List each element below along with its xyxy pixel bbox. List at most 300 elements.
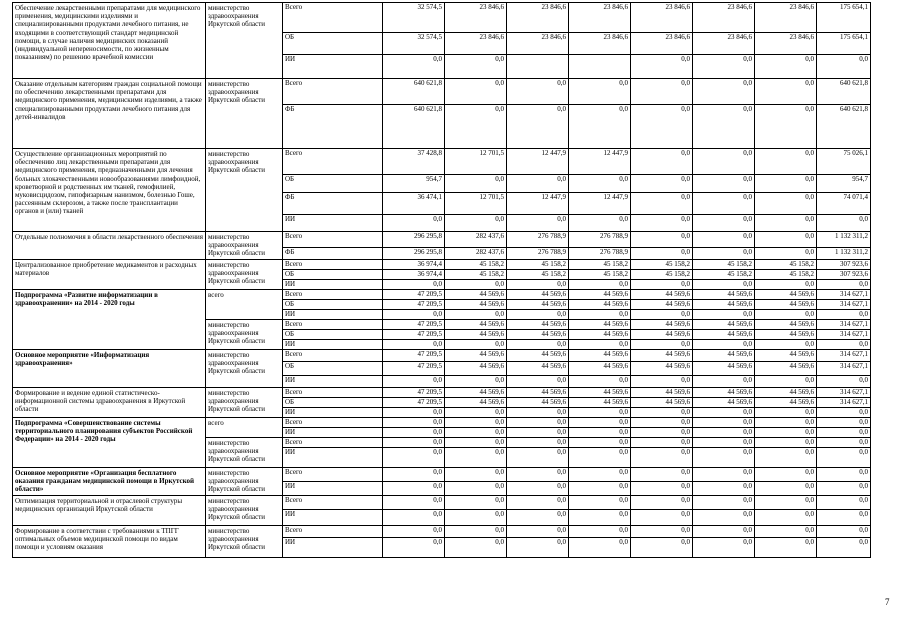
year-value: 44 569,6: [445, 330, 507, 340]
funding-source: ОБ: [283, 175, 383, 193]
year-value: 44 569,6: [755, 362, 817, 376]
year-value: 0,0: [755, 232, 817, 248]
responsible-executor: министерство здравоохранения Иркутской области: [206, 79, 283, 149]
year-value: 0,0: [383, 482, 445, 496]
year-value: 12 447,9: [569, 149, 631, 175]
year-value: 0,0: [445, 175, 507, 193]
year-value: 0,0: [631, 448, 693, 468]
funding-source: Всего: [283, 260, 383, 270]
year-value: 0,0: [631, 55, 693, 79]
year-value: 0,0: [755, 428, 817, 438]
total-value: 314 627,1: [817, 388, 871, 398]
year-value: 23 846,6: [693, 3, 755, 33]
year-value: 0,0: [569, 105, 631, 149]
year-value: 0,0: [693, 510, 755, 526]
total-value: 314 627,1: [817, 320, 871, 330]
funding-source: ОБ: [283, 300, 383, 310]
year-value: 0,0: [507, 105, 569, 149]
year-value: 0,0: [693, 79, 755, 105]
year-value: 44 569,6: [507, 300, 569, 310]
year-value: 0,0: [445, 496, 507, 510]
year-value: 0,0: [569, 175, 631, 193]
responsible-executor: министерство здравоохранения Иркутской области: [206, 232, 283, 260]
year-value: 23 846,6: [507, 3, 569, 33]
year-value: 0,0: [383, 438, 445, 448]
year-value: 0,0: [631, 79, 693, 105]
year-value: 0,0: [383, 526, 445, 538]
year-value: 0,0: [755, 248, 817, 260]
year-value: 44 569,6: [755, 388, 817, 398]
total-value: 0,0: [817, 526, 871, 538]
year-value: 0,0: [631, 340, 693, 350]
year-value: 44 569,6: [445, 320, 507, 330]
year-value: 0,0: [755, 376, 817, 388]
total-value: 314 627,1: [817, 290, 871, 300]
total-value: 0,0: [817, 428, 871, 438]
year-value: 44 569,6: [569, 362, 631, 376]
year-value: 0,0: [507, 526, 569, 538]
year-value: [507, 55, 569, 79]
year-value: 0,0: [631, 438, 693, 448]
year-value: 0,0: [631, 248, 693, 260]
funding-source: Всего: [283, 350, 383, 362]
measure-name: Оказание отдельным категориям граждан социальной помощи по обеспечению лекарственными препаратами для медицинского применения, медицинскими изделиями, а также специализированными продуктами лечебного питания для детей-инвалидов: [13, 79, 206, 149]
year-value: 44 569,6: [445, 398, 507, 408]
year-value: 0,0: [693, 418, 755, 428]
total-value: 0,0: [817, 496, 871, 510]
year-value: 44 569,6: [569, 290, 631, 300]
table-row: [13, 260, 871, 270]
total-value: 175 654,1: [817, 3, 871, 33]
year-value: 36 974,4: [383, 260, 445, 270]
year-value: 0,0: [507, 448, 569, 468]
year-value: 44 569,6: [569, 330, 631, 340]
measure-name: Подпрограмма «Развитие информатизации в здравоохранении» на 2014 - 2020 годы: [13, 290, 206, 350]
year-value: 282 437,6: [445, 248, 507, 260]
year-value: 44 569,6: [631, 388, 693, 398]
funding-source: ИИ: [283, 482, 383, 496]
year-value: 47 209,5: [383, 398, 445, 408]
funding-source: Всего: [283, 232, 383, 248]
funding-table: [12, 2, 871, 558]
total-value: 640 621,8: [817, 79, 871, 105]
total-value: 0,0: [817, 482, 871, 496]
funding-source: Всего: [283, 418, 383, 428]
year-value: 23 846,6: [693, 33, 755, 55]
year-value: 12 701,5: [445, 149, 507, 175]
year-value: 276 788,9: [569, 248, 631, 260]
year-value: 296 295,8: [383, 232, 445, 248]
responsible-executor: министерство здравоохранения Иркутской области: [206, 496, 283, 526]
year-value: 44 569,6: [631, 350, 693, 362]
funding-source: ИИ: [283, 280, 383, 290]
year-value: 0,0: [693, 438, 755, 448]
year-value: 0,0: [755, 215, 817, 232]
year-value: 23 846,6: [631, 33, 693, 55]
responsible-executor: министерство здравоохранения Иркутской области: [206, 3, 283, 79]
total-value: 0,0: [817, 376, 871, 388]
year-value: 0,0: [693, 248, 755, 260]
year-value: 0,0: [507, 175, 569, 193]
year-value: 0,0: [507, 438, 569, 448]
year-value: 44 569,6: [631, 398, 693, 408]
year-value: 0,0: [693, 149, 755, 175]
year-value: 0,0: [445, 510, 507, 526]
year-value: 44 569,6: [569, 300, 631, 310]
year-value: 0,0: [631, 408, 693, 418]
year-value: 23 846,6: [755, 33, 817, 55]
funding-source: ОБ: [283, 398, 383, 408]
year-value: 0,0: [383, 408, 445, 418]
responsible-executor: всего: [206, 418, 283, 438]
year-value: 44 569,6: [693, 290, 755, 300]
funding-source: ИИ: [283, 428, 383, 438]
responsible-executor: министерство здравоохранения Иркутской области: [206, 320, 283, 350]
year-value: 954,7: [383, 175, 445, 193]
year-value: 45 158,2: [631, 270, 693, 280]
year-value: 12 701,5: [445, 193, 507, 215]
table-row: [13, 418, 871, 428]
year-value: 0,0: [569, 496, 631, 510]
year-value: 44 569,6: [631, 362, 693, 376]
year-value: 0,0: [445, 448, 507, 468]
year-value: 44 569,6: [631, 320, 693, 330]
total-value: 314 627,1: [817, 350, 871, 362]
year-value: 0,0: [383, 418, 445, 428]
year-value: 47 209,5: [383, 362, 445, 376]
year-value: 0,0: [631, 376, 693, 388]
year-value: 0,0: [693, 310, 755, 320]
year-value: 0,0: [569, 510, 631, 526]
year-value: 0,0: [445, 340, 507, 350]
measure-name: Основное мероприятие «Организация бесплатного оказания гражданам медицинской помощи в Иркутской области»: [13, 468, 206, 496]
total-value: 314 627,1: [817, 398, 871, 408]
year-value: 0,0: [755, 468, 817, 482]
year-value: 0,0: [507, 215, 569, 232]
budget-table-sheet: [12, 2, 870, 597]
year-value: 0,0: [445, 408, 507, 418]
funding-source: ОБ: [283, 330, 383, 340]
total-value: 0,0: [817, 310, 871, 320]
funding-source: Всего: [283, 388, 383, 398]
responsible-executor: министерство здравоохранения Иркутской области: [206, 438, 283, 468]
table-row: [13, 290, 871, 300]
total-value: 0,0: [817, 215, 871, 232]
total-value: 0,0: [817, 280, 871, 290]
year-value: 0,0: [445, 105, 507, 149]
funding-source: Всего: [283, 290, 383, 300]
year-value: 0,0: [383, 340, 445, 350]
year-value: 0,0: [445, 55, 507, 79]
year-value: 0,0: [693, 340, 755, 350]
year-value: 44 569,6: [569, 398, 631, 408]
funding-source: ИИ: [283, 510, 383, 526]
table-row: [13, 388, 871, 398]
year-value: 0,0: [631, 232, 693, 248]
table-row: [13, 350, 871, 362]
year-value: 23 846,6: [755, 3, 817, 33]
year-value: 0,0: [507, 79, 569, 105]
year-value: 44 569,6: [507, 362, 569, 376]
year-value: [569, 55, 631, 79]
year-value: 45 158,2: [569, 260, 631, 270]
year-value: 23 846,6: [569, 3, 631, 33]
year-value: 44 569,6: [693, 320, 755, 330]
funding-source: ИИ: [283, 538, 383, 558]
year-value: 640 621,8: [383, 79, 445, 105]
funding-source: Всего: [283, 149, 383, 175]
table-row: [13, 149, 871, 175]
year-value: 45 158,2: [569, 270, 631, 280]
year-value: 0,0: [507, 482, 569, 496]
year-value: 0,0: [755, 510, 817, 526]
year-value: 0,0: [445, 215, 507, 232]
year-value: 47 209,5: [383, 300, 445, 310]
year-value: 0,0: [445, 280, 507, 290]
total-value: 307 923,6: [817, 270, 871, 280]
year-value: 0,0: [383, 428, 445, 438]
year-value: 0,0: [693, 468, 755, 482]
year-value: 0,0: [445, 438, 507, 448]
year-value: 0,0: [755, 79, 817, 105]
year-value: 0,0: [507, 418, 569, 428]
year-value: 0,0: [693, 105, 755, 149]
year-value: 0,0: [693, 526, 755, 538]
year-value: 47 209,5: [383, 320, 445, 330]
total-value: 0,0: [817, 448, 871, 468]
year-value: 44 569,6: [507, 350, 569, 362]
year-value: 32 574,5: [383, 33, 445, 55]
funding-source: Всего: [283, 320, 383, 330]
measure-name: Централизованное приобретение медикаментов и расходных материалов: [13, 260, 206, 290]
year-value: 0,0: [569, 482, 631, 496]
year-value: 36 474,1: [383, 193, 445, 215]
year-value: 12 447,9: [507, 149, 569, 175]
year-value: 0,0: [383, 496, 445, 510]
year-value: 44 569,6: [445, 350, 507, 362]
year-value: 45 158,2: [755, 260, 817, 270]
year-value: 0,0: [383, 510, 445, 526]
year-value: 0,0: [445, 79, 507, 105]
year-value: 0,0: [755, 418, 817, 428]
total-value: 307 923,6: [817, 260, 871, 270]
year-value: 44 569,6: [569, 388, 631, 398]
year-value: 0,0: [569, 340, 631, 350]
responsible-executor: всего: [206, 290, 283, 320]
year-value: 36 974,4: [383, 270, 445, 280]
year-value: 44 569,6: [755, 350, 817, 362]
year-value: 0,0: [693, 232, 755, 248]
funding-source: ФБ: [283, 248, 383, 260]
year-value: 0,0: [569, 215, 631, 232]
year-value: 44 569,6: [755, 300, 817, 310]
year-value: 0,0: [445, 538, 507, 558]
year-value: 0,0: [569, 448, 631, 468]
year-value: 45 158,2: [445, 260, 507, 270]
year-value: 0,0: [693, 215, 755, 232]
year-value: 45 158,2: [755, 270, 817, 280]
year-value: 0,0: [631, 496, 693, 510]
year-value: 44 569,6: [693, 350, 755, 362]
year-value: 47 209,5: [383, 330, 445, 340]
year-value: 44 569,6: [693, 362, 755, 376]
funding-source: ФБ: [283, 105, 383, 149]
year-value: 44 569,6: [445, 290, 507, 300]
year-value: 0,0: [631, 149, 693, 175]
funding-source: Всего: [283, 3, 383, 33]
year-value: 0,0: [507, 468, 569, 482]
year-value: 0,0: [383, 468, 445, 482]
year-value: 0,0: [631, 482, 693, 496]
year-value: 44 569,6: [693, 330, 755, 340]
year-value: 12 447,9: [507, 193, 569, 215]
year-value: 23 846,6: [445, 33, 507, 55]
year-value: 0,0: [631, 526, 693, 538]
year-value: 0,0: [693, 482, 755, 496]
funding-source: ИИ: [283, 55, 383, 79]
funding-source: ИИ: [283, 310, 383, 320]
year-value: 0,0: [755, 448, 817, 468]
responsible-executor: министерство здравоохранения Иркутской области: [206, 260, 283, 290]
year-value: 0,0: [445, 526, 507, 538]
year-value: 0,0: [569, 408, 631, 418]
year-value: 296 295,8: [383, 248, 445, 260]
year-value: 44 569,6: [631, 330, 693, 340]
year-value: 0,0: [383, 310, 445, 320]
year-value: 0,0: [693, 448, 755, 468]
funding-source: ИИ: [283, 408, 383, 418]
year-value: 44 569,6: [755, 290, 817, 300]
year-value: 0,0: [507, 310, 569, 320]
year-value: 0,0: [507, 280, 569, 290]
year-value: 0,0: [445, 418, 507, 428]
year-value: 23 846,6: [631, 3, 693, 33]
year-value: 0,0: [569, 438, 631, 448]
year-value: 45 158,2: [507, 260, 569, 270]
year-value: 23 846,6: [569, 33, 631, 55]
year-value: 44 569,6: [693, 300, 755, 310]
year-value: 0,0: [755, 175, 817, 193]
year-value: 44 569,6: [755, 320, 817, 330]
year-value: 0,0: [631, 215, 693, 232]
year-value: 0,0: [507, 408, 569, 418]
table-row: [13, 232, 871, 248]
year-value: 0,0: [445, 482, 507, 496]
funding-source: ФБ: [283, 193, 383, 215]
year-value: 0,0: [631, 175, 693, 193]
table-row: [13, 468, 871, 482]
year-value: 0,0: [383, 215, 445, 232]
year-value: 32 574,5: [383, 3, 445, 33]
funding-source: ОБ: [283, 33, 383, 55]
year-value: 0,0: [383, 448, 445, 468]
year-value: 0,0: [755, 105, 817, 149]
year-value: 44 569,6: [507, 388, 569, 398]
year-value: 45 158,2: [631, 260, 693, 270]
year-value: 640 621,8: [383, 105, 445, 149]
responsible-executor: министерство здравоохранения Иркутской области: [206, 388, 283, 418]
year-value: 0,0: [507, 428, 569, 438]
funding-source: Всего: [283, 468, 383, 482]
year-value: 44 569,6: [445, 300, 507, 310]
funding-source: ОБ: [283, 362, 383, 376]
year-value: 0,0: [693, 175, 755, 193]
table-row: [13, 3, 871, 33]
year-value: 0,0: [631, 310, 693, 320]
year-value: 44 569,6: [445, 362, 507, 376]
year-value: 44 569,6: [445, 388, 507, 398]
year-value: 0,0: [755, 438, 817, 448]
table-row: [13, 526, 871, 538]
year-value: 0,0: [569, 428, 631, 438]
year-value: 0,0: [383, 280, 445, 290]
year-value: 0,0: [631, 105, 693, 149]
year-value: 44 569,6: [631, 300, 693, 310]
year-value: 12 447,9: [569, 193, 631, 215]
year-value: 0,0: [755, 149, 817, 175]
total-value: 0,0: [817, 418, 871, 428]
year-value: 0,0: [569, 280, 631, 290]
measure-name: Обеспечение лекарственными препаратами для медицинского применения, медицинскими изделиями и специализированными продуктами лечебного питания, не входящими в соответствующий стандарт медицинской помощи, в случае наличия медицинских показаний (индивидуальной непереносимости, по жизненным показаниям) по решению врачебной комиссии: [13, 3, 206, 79]
total-value: 314 627,1: [817, 362, 871, 376]
year-value: 0,0: [755, 340, 817, 350]
year-value: 0,0: [507, 496, 569, 510]
year-value: 0,0: [693, 496, 755, 510]
total-value: 0,0: [817, 538, 871, 558]
year-value: 45 158,2: [693, 260, 755, 270]
total-value: 314 627,1: [817, 300, 871, 310]
page-number: 7: [885, 597, 890, 607]
year-value: 44 569,6: [631, 290, 693, 300]
year-value: 0,0: [383, 376, 445, 388]
year-value: 47 209,5: [383, 290, 445, 300]
year-value: 0,0: [569, 418, 631, 428]
year-value: 0,0: [445, 468, 507, 482]
year-value: 0,0: [693, 193, 755, 215]
year-value: 47 209,5: [383, 388, 445, 398]
year-value: 0,0: [631, 510, 693, 526]
funding-source: Всего: [283, 496, 383, 510]
responsible-executor: министерство здравоохранения Иркутской области: [206, 526, 283, 558]
funding-source: ИИ: [283, 376, 383, 388]
year-value: 0,0: [631, 538, 693, 558]
year-value: 45 158,2: [693, 270, 755, 280]
table-row: [13, 496, 871, 510]
responsible-executor: министерство здравоохранения Иркутской области: [206, 149, 283, 232]
year-value: 44 569,6: [569, 350, 631, 362]
year-value: 0,0: [569, 468, 631, 482]
year-value: 276 788,9: [507, 232, 569, 248]
year-value: 0,0: [383, 538, 445, 558]
year-value: 0,0: [569, 538, 631, 558]
year-value: 0,0: [631, 280, 693, 290]
measure-name: Осуществление организационных мероприятий по обеспечению лиц лекарственными препаратами для медицинского применения, предназначенными для лечения больных злокачественными новообразованиями лимфоидной, кроветворной и родственных им тканей, гемофилией, муковисцидозом, гипофизарным нанизмом, болезнью Гоше, рассеянным склерозом, а также после трансплантации органов и (или) тканей: [13, 149, 206, 232]
year-value: 23 846,6: [507, 33, 569, 55]
year-value: 0,0: [693, 408, 755, 418]
year-value: 0,0: [755, 408, 817, 418]
year-value: 0,0: [693, 428, 755, 438]
year-value: 44 569,6: [693, 398, 755, 408]
funding-source: Всего: [283, 526, 383, 538]
year-value: 37 428,8: [383, 149, 445, 175]
year-value: 0,0: [755, 526, 817, 538]
measure-name: Формирование и ведение единой статистическо-информационной системы здравоохранения в Иркутской области: [13, 388, 206, 418]
year-value: 276 788,9: [569, 232, 631, 248]
year-value: 0,0: [445, 310, 507, 320]
year-value: 0,0: [755, 496, 817, 510]
total-value: 1 132 311,2: [817, 248, 871, 260]
total-value: 640 621,8: [817, 105, 871, 149]
